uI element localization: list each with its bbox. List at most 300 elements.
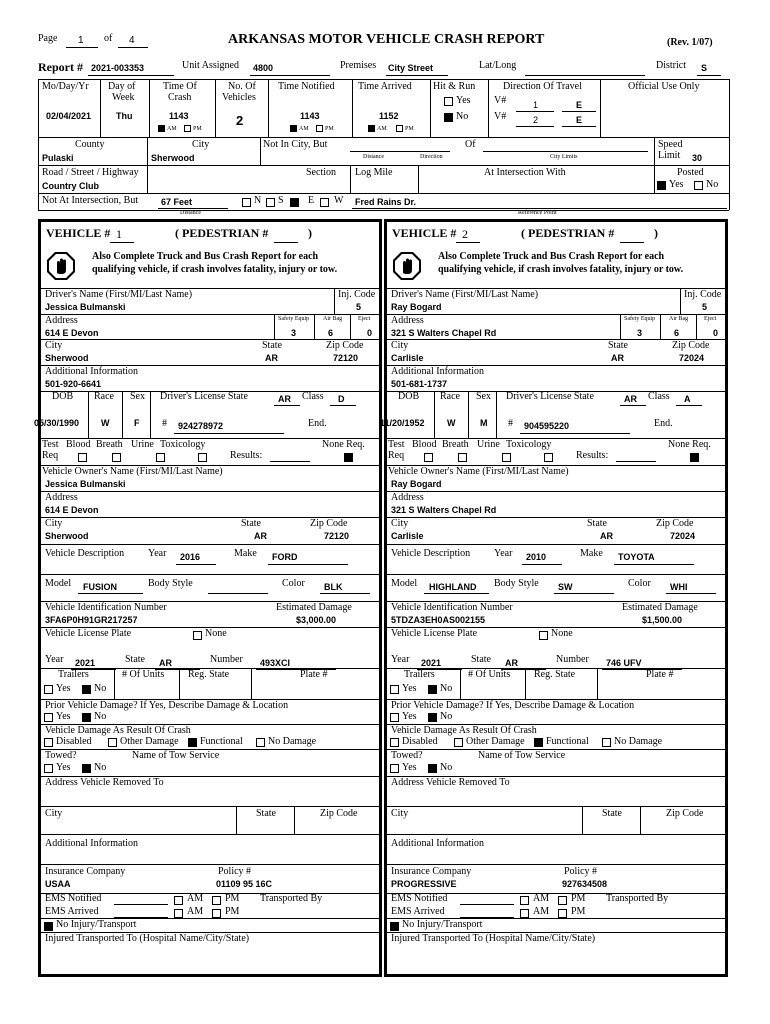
not-in-city-label: Not In City, But — [263, 139, 328, 150]
results-label: Results: — [230, 450, 263, 461]
trailers-no-checkbox[interactable] — [82, 685, 91, 694]
yes-label: Yes — [402, 711, 417, 722]
time-crash-label-1: Time Of — [163, 81, 197, 92]
owner-state-label: State — [587, 518, 607, 529]
inj-code-label: Inj. Code — [338, 289, 376, 300]
owner-zip-label: Zip Code — [656, 518, 694, 529]
yes-label: Yes — [402, 762, 417, 773]
county-value[interactable]: Pulaski — [42, 153, 74, 163]
req-label: Req — [388, 450, 405, 461]
am-label: AM — [187, 906, 204, 917]
plate-year-label: Year — [391, 654, 410, 665]
crash-am-checkbox[interactable] — [158, 125, 165, 132]
dl-class[interactable]: D — [338, 394, 345, 404]
time-arrived[interactable]: 1152 — [379, 111, 399, 121]
removed-zip-label: Zip Code — [320, 808, 358, 819]
other-damage-checkbox[interactable] — [454, 738, 463, 747]
removed-zip-label: Zip Code — [666, 808, 704, 819]
dl-class[interactable]: A — [684, 394, 691, 404]
driver-zip[interactable]: 72120 — [333, 353, 359, 363]
arrived-am-checkbox[interactable] — [368, 125, 375, 132]
vin[interactable]: 5TDZA3EH0AS002155 — [391, 615, 486, 625]
safety-equip[interactable]: 3 — [637, 328, 643, 338]
no-label: No — [440, 762, 453, 773]
road-value[interactable]: Country Club — [42, 181, 99, 191]
of-city-label: Of — [465, 139, 476, 150]
no-injury-label: No Injury/Transport — [56, 919, 137, 930]
safety-label: Safety Equip — [278, 316, 310, 322]
owner-address[interactable]: 614 E Devon — [45, 505, 99, 515]
no-damage-label: No Damage — [268, 736, 317, 747]
none-req-checkbox[interactable] — [344, 453, 353, 462]
policy-number[interactable]: 01109 95 16C — [216, 879, 273, 889]
blood-checkbox[interactable] — [424, 453, 433, 462]
none-req-label: None Req. — [322, 439, 365, 450]
plate-year[interactable]: 2021 — [75, 658, 96, 668]
functional-label: Functional — [546, 736, 589, 747]
yes-label: Yes — [456, 95, 471, 106]
other-damage-checkbox[interactable] — [108, 738, 117, 747]
page-total: 4 — [129, 35, 135, 46]
end-label: End. — [308, 418, 327, 429]
yes-label: Yes — [56, 683, 71, 694]
no-damage-checkbox[interactable] — [602, 738, 611, 747]
warning-line-2: qualifying vehicle, if crash involves fatality, injury or tow. — [438, 264, 684, 275]
driver-name-label: Driver's Name (First/MI/Last Name) — [391, 289, 539, 300]
time-arrived-label: Time Arrived — [358, 81, 412, 92]
zip-label: Zip Code — [326, 340, 364, 351]
vehicle-number-label: VEHICLE # — [392, 226, 457, 240]
functional-checkbox[interactable] — [188, 738, 197, 747]
not-at-distance[interactable]: 67 Feet — [161, 197, 193, 207]
inj-code-label: Inj. Code — [684, 289, 722, 300]
no-label: No — [456, 111, 469, 122]
ems-notified-pm-checkbox[interactable] — [558, 896, 567, 905]
functional-label: Functional — [200, 736, 243, 747]
vehicle-number[interactable]: 2 — [462, 227, 468, 241]
vin-label: Vehicle Identification Number — [45, 602, 167, 613]
hit-run-no-checkbox[interactable] — [444, 113, 453, 122]
eject[interactable]: 0 — [367, 328, 373, 338]
model-label: Model — [45, 578, 72, 589]
estimated-damage[interactable]: $3,000.00 — [296, 615, 337, 625]
owner-address-label: Address — [45, 492, 78, 503]
dl-state[interactable]: AR — [278, 394, 291, 404]
ems-notified-am-checkbox[interactable] — [174, 896, 183, 905]
crash-pm-checkbox[interactable] — [184, 125, 191, 132]
am-label: AM — [187, 893, 204, 904]
zip-label: Zip Code — [672, 340, 710, 351]
plate-hash-label: Plate # — [646, 669, 674, 680]
end-label: End. — [654, 418, 673, 429]
no-damage-label: No Damage — [614, 736, 663, 747]
vehicle-year[interactable]: 2016 — [180, 552, 201, 562]
body-style-label: Body Style — [148, 578, 193, 589]
race-label: Race — [94, 391, 114, 402]
reference-point-label: Reference Point — [518, 210, 557, 216]
prior-yes-checkbox[interactable] — [44, 713, 53, 722]
plate-number[interactable]: 746 UFV — [606, 658, 642, 668]
none-label: None — [551, 628, 573, 639]
plate-number[interactable]: 493XCI — [260, 658, 291, 668]
driver-sex[interactable]: F — [134, 418, 140, 428]
est-damage-label: Estimated Damage — [622, 602, 698, 613]
official-use-label: Official Use Only — [628, 81, 700, 92]
pm-label: PM — [325, 126, 334, 132]
race-label: Race — [440, 391, 460, 402]
day-of-week[interactable]: Thu — [116, 111, 133, 121]
owner-name[interactable]: Jessica Bulmanski — [45, 479, 126, 489]
blood-label: Blood — [66, 439, 91, 450]
dl-number[interactable]: 924278972 — [178, 421, 224, 431]
owner-city[interactable]: Sherwood — [45, 531, 89, 541]
towed-label: Towed? — [391, 750, 423, 761]
vehicle-model[interactable]: HIGHLAND — [429, 582, 477, 592]
dob-label: DOB — [398, 391, 420, 402]
owner-name-label: Vehicle Owner's Name (First/MI/Last Name) — [42, 466, 223, 477]
ems-arrived-pm-checkbox[interactable] — [558, 909, 567, 918]
removed-city-label: City — [45, 808, 63, 819]
prior-damage-label: Prior Vehicle Damage? If Yes, Describe Damage & Location — [391, 700, 635, 711]
dl-state-label: Driver's License State — [160, 391, 248, 402]
vin[interactable]: 3FA6P0H91GR217257 — [45, 615, 138, 625]
ems-notified-pm-checkbox[interactable] — [212, 896, 221, 905]
time-notified[interactable]: 1143 — [300, 111, 320, 121]
damage-result-label: Vehicle Damage As Result Of Crash — [391, 725, 537, 736]
premises-value[interactable]: City Street — [388, 63, 434, 73]
safety-equip[interactable]: 3 — [291, 328, 297, 338]
posted-no-checkbox[interactable] — [694, 181, 703, 190]
dir-n-checkbox[interactable] — [242, 198, 251, 207]
owner-city[interactable]: Carlisle — [391, 531, 424, 541]
trailers-label: Trailers — [404, 669, 435, 680]
sex-label: Sex — [130, 391, 145, 402]
num-vehicles[interactable]: 2 — [236, 113, 244, 128]
speed-limit[interactable]: 30 — [692, 153, 703, 163]
pm-label: PM — [571, 893, 586, 904]
city-label: City — [391, 340, 409, 351]
dob-label: DOB — [52, 391, 74, 402]
tow-additional-label: Additional Information — [45, 838, 139, 849]
safety-label: Safety Equip — [624, 316, 656, 322]
estimated-damage[interactable]: $1,500.00 — [642, 615, 683, 625]
insurance-company[interactable]: PROGRESSIVE — [391, 879, 457, 889]
driver-sex[interactable]: M — [480, 418, 488, 428]
plate-none-checkbox[interactable] — [193, 631, 202, 640]
stop-hand-icon — [392, 251, 422, 281]
posted-yes-checkbox[interactable] — [657, 181, 666, 190]
crash-date[interactable]: 02/04/2021 — [46, 111, 92, 121]
driver-race[interactable]: W — [447, 418, 456, 428]
towed-no-checkbox[interactable] — [82, 764, 91, 773]
hit-run-yes-checkbox[interactable] — [444, 97, 453, 106]
toxicology-checkbox[interactable] — [198, 453, 207, 462]
driver-address[interactable]: 321 S Walters Chapel Rd — [391, 328, 497, 338]
removed-to-label: Address Vehicle Removed To — [45, 777, 164, 788]
driver-city[interactable]: Sherwood — [45, 353, 89, 363]
units-label: # Of Units — [122, 669, 165, 680]
owner-address-label: Address — [391, 492, 424, 503]
class-label: Class — [302, 391, 324, 402]
vehicle-panel-1 — [34, 219, 382, 977]
driver-address[interactable]: 614 E Devon — [45, 328, 99, 338]
none-req-label: None Req. — [668, 439, 711, 450]
driver-name[interactable]: Jessica Bulmanski — [45, 302, 126, 312]
toxicology-label: Toxicology — [160, 439, 206, 450]
no-injury-checkbox[interactable] — [44, 922, 53, 931]
removed-city-label: City — [391, 808, 409, 819]
dir-2[interactable]: E — [576, 115, 583, 125]
notified-pm-checkbox[interactable] — [316, 125, 323, 132]
owner-zip[interactable]: 72024 — [670, 531, 696, 541]
dl-state[interactable]: AR — [624, 394, 637, 404]
trailers-no-checkbox[interactable] — [428, 685, 437, 694]
ems-arrived-pm-checkbox[interactable] — [212, 909, 221, 918]
dl-state-label: Driver's License State — [506, 391, 594, 402]
functional-checkbox[interactable] — [534, 738, 543, 747]
dir-vehicle-2[interactable]: 2 — [533, 115, 539, 125]
yes-label: Yes — [669, 179, 684, 190]
vehicle-panel-2 — [380, 219, 728, 977]
vehicle-number[interactable]: 1 — [116, 227, 122, 241]
time-of-crash[interactable]: 1143 — [169, 111, 189, 121]
none-req-checkbox[interactable] — [690, 453, 699, 462]
driver-city[interactable]: Carlisle — [391, 353, 424, 363]
transported-label: Transported By — [606, 893, 669, 904]
class-label: Class — [648, 391, 670, 402]
time-crash-label-2: Crash — [168, 92, 192, 103]
page-title: ARKANSAS MOTOR VEHICLE CRASH REPORT — [228, 32, 545, 47]
driver-zip[interactable]: 72024 — [679, 353, 705, 363]
vehicle-year[interactable]: 2010 — [526, 552, 547, 562]
driver-state[interactable]: AR — [611, 353, 624, 363]
page-number: 1 — [78, 35, 84, 46]
city-value[interactable]: Sherwood — [151, 153, 195, 163]
dir-e-checkbox[interactable] — [290, 198, 299, 207]
owner-state[interactable]: AR — [254, 531, 267, 541]
latlong-label: Lat/Long — [479, 60, 517, 71]
pedestrian-label: ( PEDESTRIAN # — [521, 226, 615, 240]
year-label: Year — [494, 548, 513, 559]
date-label: Mo/Day/Yr — [42, 81, 89, 92]
prior-yes-checkbox[interactable] — [390, 713, 399, 722]
removed-to-label: Address Vehicle Removed To — [391, 777, 510, 788]
report-number[interactable]: 2021-003353 — [91, 63, 145, 73]
driver-dob[interactable]: 11/20/1952 — [380, 418, 425, 428]
injury-code[interactable]: 5 — [702, 302, 708, 312]
reg-state-label: Reg. State — [188, 669, 230, 680]
distance-small-label: Distance — [180, 210, 201, 216]
unit-label: Unit Assigned — [182, 60, 239, 71]
trailers-label: Trailers — [58, 669, 89, 680]
towed-no-checkbox[interactable] — [428, 764, 437, 773]
toxicology-label: Toxicology — [506, 439, 552, 450]
towed-yes-checkbox[interactable] — [390, 764, 399, 773]
no-damage-checkbox[interactable] — [256, 738, 265, 747]
no-label: No — [94, 683, 107, 694]
hit-run-label: Hit & Run — [433, 81, 476, 92]
state-label: State — [262, 340, 282, 351]
plate-hash-label: Plate # — [300, 669, 328, 680]
injured-to-label: Injured Transported To (Hospital Name/City/State) — [391, 933, 596, 944]
breath-label: Breath — [96, 439, 123, 450]
dow-label-1: Day of — [108, 81, 136, 92]
yes-label: Yes — [56, 711, 71, 722]
driver-phone[interactable]: 501-681-1737 — [391, 379, 448, 389]
no-injury-checkbox[interactable] — [390, 922, 399, 931]
body-style-label: Body Style — [494, 578, 539, 589]
city-limits-label: City Limits — [550, 154, 578, 160]
am-label: AM — [167, 126, 177, 132]
log-mile-label: Log Mile — [355, 167, 393, 178]
transported-label: Transported By — [260, 893, 323, 904]
district-label: District — [656, 60, 686, 71]
plate-year[interactable]: 2021 — [421, 658, 442, 668]
policy-label: Policy # — [564, 866, 598, 877]
color-label: Color — [282, 578, 305, 589]
ems-arrived-label: EMS Arrived — [391, 906, 445, 917]
vehicle-make[interactable]: FORD — [272, 552, 298, 562]
unit-assigned[interactable]: 4800 — [253, 63, 274, 73]
direction-label: Direction Of Travel — [503, 81, 582, 92]
disabled-checkbox[interactable] — [390, 738, 399, 747]
owner-name-label: Vehicle Owner's Name (First/MI/Last Name) — [388, 466, 569, 477]
urine-checkbox[interactable] — [156, 453, 165, 462]
trailers-yes-checkbox[interactable] — [44, 685, 53, 694]
address-label: Address — [45, 315, 78, 326]
dir-1[interactable]: E — [576, 100, 583, 110]
policy-label: Policy # — [218, 866, 252, 877]
additional-info-label: Additional Information — [45, 366, 139, 377]
num-vehicles-label-1: No. Of — [228, 81, 256, 92]
city-label: City — [192, 139, 210, 150]
tow-service-label: Name of Tow Service — [478, 750, 566, 761]
injury-code[interactable]: 5 — [356, 302, 362, 312]
owner-city-label: City — [391, 518, 409, 529]
no-label: No — [94, 762, 107, 773]
prior-no-checkbox[interactable] — [82, 713, 91, 722]
address-label: Address — [391, 315, 424, 326]
ems-notified-label: EMS Notified — [45, 893, 102, 904]
e-label: E — [308, 195, 315, 206]
vehicle-color[interactable]: BLK — [324, 582, 343, 592]
plate-none-checkbox[interactable] — [539, 631, 548, 640]
dir-w-checkbox[interactable] — [320, 198, 329, 207]
ems-notified-am-checkbox[interactable] — [520, 896, 529, 905]
breath-checkbox[interactable] — [458, 453, 467, 462]
insurance-company[interactable]: USAA — [45, 879, 71, 889]
air-bag[interactable]: 6 — [328, 328, 334, 338]
driver-race[interactable]: W — [101, 418, 110, 428]
county-label: County — [75, 139, 105, 150]
arrived-pm-checkbox[interactable] — [396, 125, 403, 132]
ems-arrived-am-checkbox[interactable] — [520, 909, 529, 918]
plate-label: Vehicle License Plate — [45, 628, 132, 639]
disabled-checkbox[interactable] — [44, 738, 53, 747]
section-label: Section — [306, 167, 336, 178]
no-label: No — [440, 683, 453, 694]
airbag-label: Air Bag — [669, 316, 689, 322]
dow-label-2: Week — [112, 92, 135, 103]
ems-arrived-label: EMS Arrived — [45, 906, 99, 917]
policy-number[interactable]: 927634508 — [562, 879, 608, 889]
ems-notified-label: EMS Notified — [391, 893, 448, 904]
eject[interactable]: 0 — [713, 328, 719, 338]
towed-yes-checkbox[interactable] — [44, 764, 53, 773]
air-bag[interactable]: 6 — [674, 328, 680, 338]
toxicology-checkbox[interactable] — [544, 453, 553, 462]
warning-line-1: Also Complete Truck and Bus Crash Report for each — [438, 251, 665, 262]
driver-phone[interactable]: 501-920-6641 — [45, 379, 102, 389]
driver-dob[interactable]: 05/30/1990 — [34, 418, 80, 428]
am-label: AM — [533, 893, 550, 904]
make-label: Make — [234, 548, 257, 559]
prior-no-checkbox[interactable] — [428, 713, 437, 722]
pm-label: PM — [405, 126, 414, 132]
eject-label: Eject — [358, 316, 371, 322]
vehicle-model[interactable]: FUSION — [83, 582, 118, 592]
speed-label-2: Limit — [658, 150, 681, 161]
trailers-yes-checkbox[interactable] — [390, 685, 399, 694]
plate-state[interactable]: AR — [505, 658, 518, 668]
owner-zip[interactable]: 72120 — [324, 531, 350, 541]
insurance-label: Insurance Company — [391, 866, 472, 877]
vehicle-desc-label: Vehicle Description — [45, 548, 125, 559]
direction-small-label: Direction — [420, 154, 443, 160]
posted-label: Posted — [677, 167, 704, 178]
no-label: No — [440, 711, 453, 722]
tow-additional-label: Additional Information — [391, 838, 485, 849]
dl-number[interactable]: 904595220 — [524, 421, 570, 431]
hash-label: # — [162, 418, 167, 429]
urine-label: Urine — [131, 439, 154, 450]
of-label: of — [104, 33, 113, 44]
reference-point[interactable]: Fred Rains Dr. — [355, 197, 417, 207]
notified-am-checkbox[interactable] — [290, 125, 297, 132]
owner-address[interactable]: 321 S Walters Chapel Rd — [391, 505, 497, 515]
district-value[interactable]: S — [701, 63, 708, 73]
vehicle-make[interactable]: TOYOTA — [618, 552, 655, 562]
body-style[interactable]: SW — [558, 582, 573, 592]
pm-label: PM — [225, 906, 240, 917]
no-label: No — [706, 179, 719, 190]
driver-state[interactable]: AR — [265, 353, 278, 363]
units-label: # Of Units — [468, 669, 511, 680]
additional-info-label: Additional Information — [391, 366, 485, 377]
blood-checkbox[interactable] — [78, 453, 87, 462]
plate-number-label: Number — [210, 654, 243, 665]
breath-checkbox[interactable] — [112, 453, 121, 462]
plate-state[interactable]: AR — [159, 658, 172, 668]
driver-name[interactable]: Ray Bogard — [391, 302, 442, 312]
dir-vehicle-1[interactable]: 1 — [533, 100, 539, 110]
ems-arrived-am-checkbox[interactable] — [174, 909, 183, 918]
plate-label: Vehicle License Plate — [391, 628, 478, 639]
urine-checkbox[interactable] — [502, 453, 511, 462]
model-label: Model — [391, 578, 418, 589]
n-label: N — [254, 195, 262, 206]
vehicle-color[interactable]: WHI — [670, 582, 688, 592]
yes-label: Yes — [402, 683, 417, 694]
owner-state[interactable]: AR — [600, 531, 613, 541]
owner-name[interactable]: Ray Bogard — [391, 479, 442, 489]
test-label: Test — [388, 439, 405, 450]
pedestrian-close: ) — [308, 226, 312, 240]
am-label: AM — [377, 126, 387, 132]
revision: (Rev. 1/07) — [667, 37, 713, 48]
dir-s-checkbox[interactable] — [266, 198, 275, 207]
road-label: Road / Street / Highway — [42, 167, 139, 178]
